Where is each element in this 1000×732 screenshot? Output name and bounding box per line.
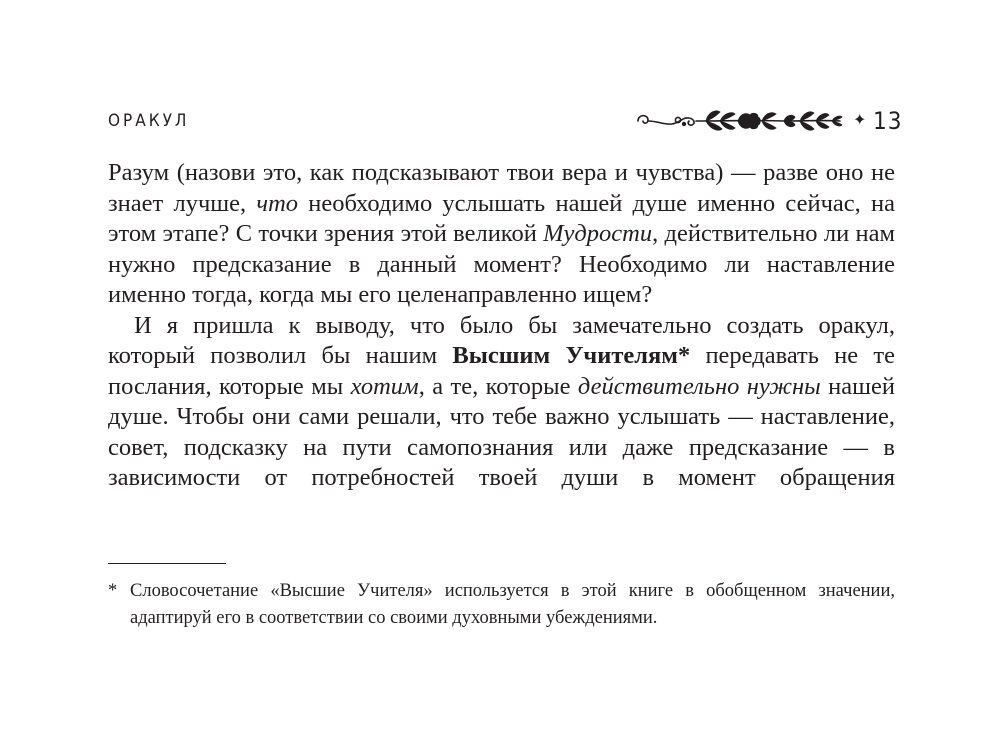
paragraph-2-part-2: передавать не те послания, которые мы <box>108 342 895 400</box>
paragraph-2-bold-1: Высшим Учителям* <box>452 342 691 369</box>
paragraph-1-part-2: необходимо услышать нашей душе именно сейчас, на этом этапе? С точки зрения этой великой <box>108 189 895 247</box>
paragraph-1-emphasis-1: что <box>256 189 299 217</box>
paragraph-1-part-3: , действительно ли нам нужно предсказание в данный момент? Необходимо ли наставление именно тогда, когда мы его целенаправленно ищем? <box>108 220 895 308</box>
paragraph-2-part-1: И я пришла к выводу, что было бы замечательно создать оракул, который позволил бы нашим <box>108 311 895 369</box>
main-text <box>108 158 895 494</box>
paragraph-1-part-1: Разум (назови это, как подсказывают твои вера и чувства) — разве оно не знает лучше, <box>108 159 895 217</box>
paragraph-2 <box>108 311 895 494</box>
footnote-divider <box>108 563 226 564</box>
footnote-marker: * <box>108 581 118 601</box>
running-head <box>108 106 903 136</box>
star-separator-icon: ✦ <box>853 112 867 129</box>
paragraph-1 <box>108 158 895 311</box>
paragraph-2-part-4: нашей душе. Чтобы они сами решали, что тебе важно услышать — наставление, совет, подсказку на пути самопознания или даже предсказание — в зависимости от потребностей твоей души в момент обращения <box>108 372 895 491</box>
paragraph-2-emphasis-1: хотим <box>350 372 419 400</box>
page-number: 13 <box>873 107 903 135</box>
footnote <box>108 578 895 632</box>
footnote-text: Словосочетание «Высшие Учителя» используется в этой книге в обобщенном значении, адаптируй его в соответствии со своими духовными убеждениями. <box>130 581 895 628</box>
paragraph-2-part-3: , а те, которые <box>418 372 578 400</box>
floral-ornament-icon <box>634 104 844 138</box>
paragraph-1-emphasis-2: Мудрости <box>543 220 653 247</box>
paragraph-2-emphasis-2: действительно нужны <box>577 372 821 400</box>
running-title: ОРАКУЛ <box>108 111 190 131</box>
